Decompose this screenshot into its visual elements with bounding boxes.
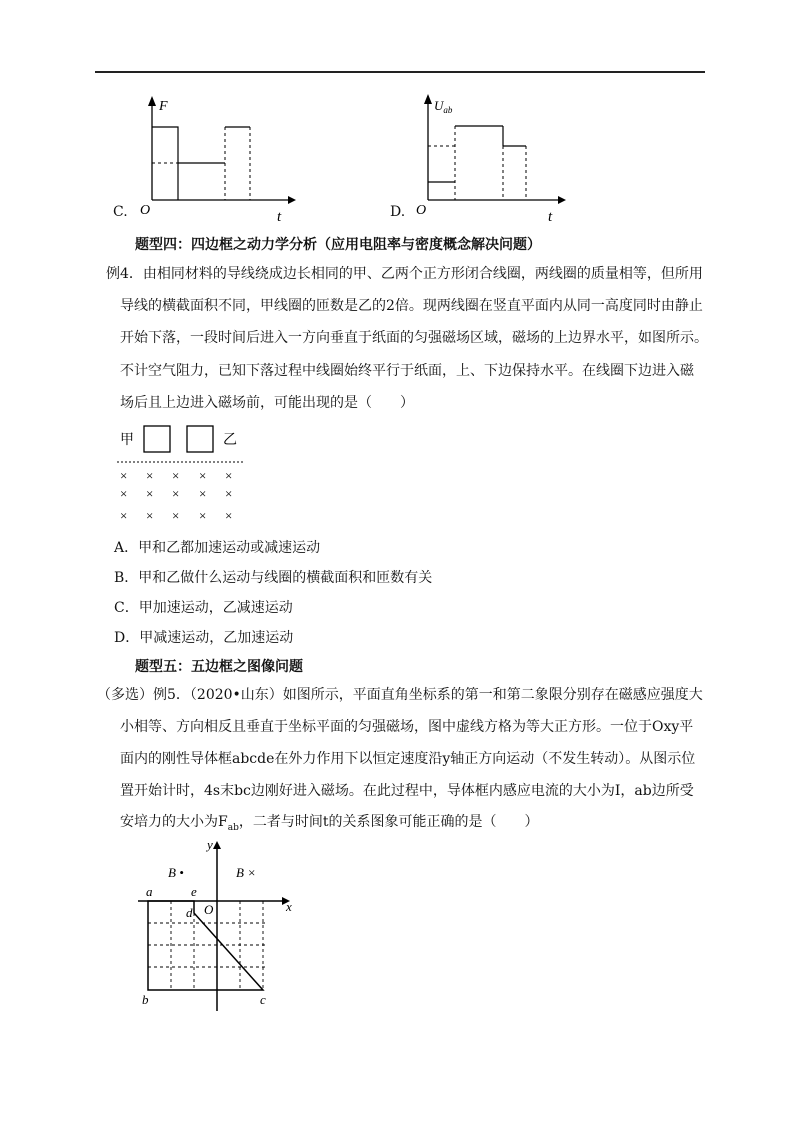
section4-line-1: 例4．由相同材料的导线绕成边长相同的甲、乙两个正方形闭合线圈，两线圈的质量相等，但所用 — [106, 266, 703, 282]
graph-d-x-label: t — [548, 209, 553, 225]
graph-d-origin: O — [416, 203, 427, 218]
svg-text:×: × — [225, 486, 233, 501]
point-b-label: b — [142, 992, 149, 1007]
graph-d-voltage-time — [408, 88, 573, 225]
svg-text:×: × — [120, 486, 128, 501]
svg-text:×: × — [199, 508, 207, 523]
svg-text:×: × — [225, 508, 233, 523]
svg-text:×: × — [172, 468, 180, 483]
point-e-label: e — [191, 884, 197, 899]
frame-coordinate-figure — [138, 835, 298, 1015]
option-d-letter: D. — [390, 204, 406, 220]
graph-c-y-label: F — [159, 99, 168, 114]
coil-jia — [144, 426, 170, 452]
coil-yi — [187, 426, 213, 452]
point-c-label: c — [260, 992, 266, 1007]
point-d-label: d — [186, 905, 193, 920]
graph-c-x-label: t — [277, 209, 282, 225]
coils-field-figure — [112, 420, 252, 528]
section5-line-2: 小相等、方向相反且垂直于坐标平面的匀强磁场，图中虚线方格为等大正方形。一位于Oxy平 — [120, 719, 694, 735]
section4-heading: 题型四：四边框之动力学分析（应用电阻率与密度概念解决问题） — [135, 237, 541, 253]
field-right-label: B × — [236, 865, 256, 880]
svg-text:×: × — [199, 468, 207, 483]
x-axis-label: x — [286, 899, 292, 914]
section5-line-5: 安培力的大小为$F_{ab}$，二者与时间t的关系图象可能正确的是（ ） — [120, 814, 539, 833]
section5-heading: 题型五：五边框之图像问题 — [135, 659, 303, 675]
option-b: B．甲和乙做什么运动与线圈的横截面积和匝数有关 — [114, 570, 433, 586]
graph-c-y-arrow — [148, 96, 156, 106]
y-axis-arrow — [213, 841, 221, 849]
y-axis-label: y — [207, 837, 213, 852]
section4-line-4: 不计空气阻力，已知下落过程中线圈始终平行于纸面，上、下边保持水平。在线圈下边进入磁 — [120, 363, 694, 379]
header-rule — [95, 71, 705, 73]
section5-line-4: 置开始计时，4s末bc边刚好进入磁场。在此过程中，导体框内感应电流的大小为I，ab边所受 — [120, 783, 694, 799]
section4-line-2: 导线的横截面积不同，甲线圈的匝数是乙的2倍。现两线圈在竖直平面内从同一高度同时由静止 — [120, 298, 703, 314]
svg-text:×: × — [172, 508, 180, 523]
svg-text:×: × — [146, 508, 154, 523]
section4-line-3: 开始下落，一段时间后进入一方向垂直于纸面的匀强磁场区域，磁场的上边界水平，如图所示。 — [120, 330, 708, 346]
option-c-letter: C. — [113, 204, 128, 220]
svg-text:×: × — [199, 486, 207, 501]
svg-text:×: × — [146, 468, 154, 483]
point-a-label: a — [146, 884, 153, 899]
graph-d-y-label: $U_{ab}$ — [434, 98, 453, 115]
field-left-label: B • — [168, 865, 184, 880]
option-a: A．甲和乙都加速运动或减速运动 — [114, 540, 321, 556]
origin-label: O — [204, 902, 214, 917]
graph-c-force-time — [130, 90, 300, 225]
option-d: D．甲减速运动，乙加速运动 — [114, 630, 294, 646]
svg-text:×: × — [225, 468, 233, 483]
svg-text:×: × — [146, 486, 154, 501]
svg-text:×: × — [120, 468, 128, 483]
graph-c-x-arrow — [288, 196, 296, 204]
graph-d-x-arrow — [558, 196, 566, 204]
section4-line-5: 场后且上边进入磁场前，可能出现的是（ ） — [120, 395, 414, 411]
section5-line-3: 面内的刚性导体框abcde在外力作用下以恒定速度沿y轴正方向运动（不发生转动）。从图示位 — [120, 751, 696, 767]
svg-text:×: × — [120, 508, 128, 523]
section5-line-1: （多选）例5．（2020•山东）如图所示，平面直角坐标系的第一和第二象限分别存在磁感应强度大 — [97, 687, 703, 703]
coil-yi-label: 乙 — [223, 433, 237, 448]
option-c: C．甲加速运动，乙减速运动 — [114, 600, 293, 616]
graph-c-origin: O — [140, 203, 151, 218]
graph-d-y-arrow — [424, 94, 432, 104]
coil-jia-label: 甲 — [120, 433, 134, 448]
field-marks — [120, 468, 232, 523]
svg-text:×: × — [172, 486, 180, 501]
